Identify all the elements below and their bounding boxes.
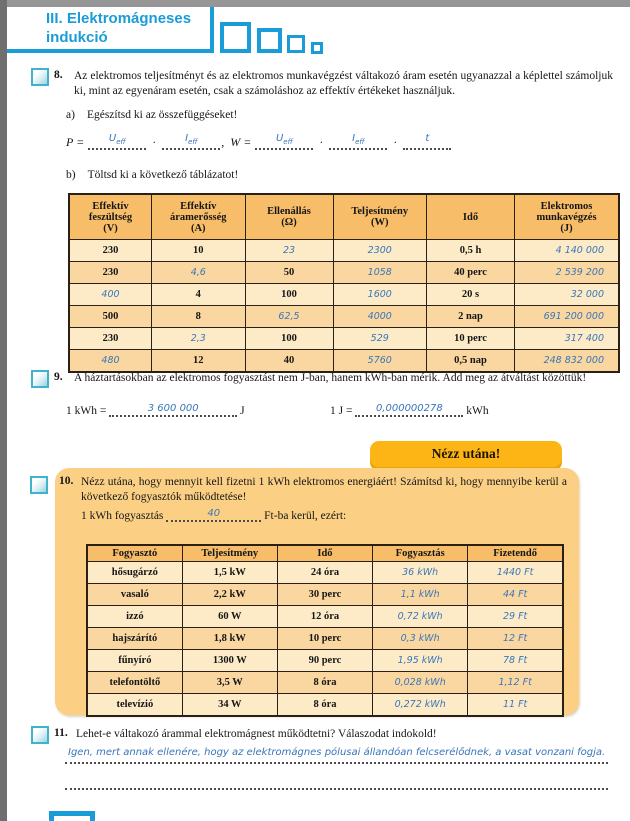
formula-blank-ieff-2: $I_{eff}$ <box>329 133 387 150</box>
printed-cell: fűnyíró <box>87 650 182 672</box>
formula-p-label: P = <box>66 135 85 149</box>
table-row <box>87 694 563 717</box>
handwritten-answer-cell: 32 000 <box>515 284 620 306</box>
formula-blank-ieff-1: $I_{eff}$ <box>162 133 220 150</box>
printed-cell: 10 perc <box>277 628 372 650</box>
handwritten-answer-cell: 480 <box>69 350 152 373</box>
answer-line-1 <box>65 762 608 764</box>
problem-11 <box>31 726 613 744</box>
col-header: Idő <box>277 545 372 562</box>
part-b-text: Töltsd ki a következő táblázatot! <box>87 169 239 181</box>
printed-cell: 1,5 kW <box>182 562 277 584</box>
table-row <box>87 672 563 694</box>
table-row <box>87 628 563 650</box>
printed-cell: 34 W <box>182 694 277 717</box>
price-fill <box>81 508 346 522</box>
handwritten-answer-cell: 2 539 200 <box>515 262 620 284</box>
col-header: Ellenállás (Ω) <box>245 194 333 240</box>
handwritten-answer-cell: 4000 <box>333 306 427 328</box>
dot-operator: · <box>393 135 398 149</box>
formula-w-label: W = <box>230 135 252 149</box>
printed-cell: televízió <box>87 694 182 717</box>
printed-cell: 230 <box>69 328 152 350</box>
printed-cell: 1300 W <box>182 650 277 672</box>
col-header: Teljesítmény (W) <box>333 194 427 240</box>
fill-suffix: Ft-ba kerül, ezért: <box>261 510 347 522</box>
handwritten-answer-cell: 2,3 <box>152 328 246 350</box>
fill-prefix: 1 kWh = <box>66 405 110 417</box>
printed-cell: 8 <box>152 306 246 328</box>
printed-cell: 10 <box>152 240 246 262</box>
col-header: Fogyasztás <box>373 545 468 562</box>
fill-prefix: 1 J = <box>330 405 356 417</box>
col-header: Effektív feszültség (V) <box>69 194 152 240</box>
handwritten-answer-cell: 29 Ft <box>468 606 563 628</box>
handwritten-answer-cell: 1058 <box>333 262 427 284</box>
task-checkbox-8[interactable] <box>31 68 49 86</box>
power-work-table <box>68 193 620 373</box>
problem-8-number: 8. <box>54 69 63 81</box>
printed-cell: 40 perc <box>427 262 515 284</box>
part-a-line <box>66 109 237 121</box>
kwh-to-j-blank: 3 600 000 <box>109 403 237 417</box>
handwritten-answer-cell: 1,1 kWh <box>373 584 468 606</box>
handwritten-answer-cell: 5760 <box>333 350 427 373</box>
printed-cell: 500 <box>69 306 152 328</box>
handwritten-answer-cell: 4 140 000 <box>515 240 620 262</box>
header-row <box>87 545 563 562</box>
printed-cell: 10 perc <box>427 328 515 350</box>
price-blank: 40 <box>166 508 261 522</box>
printed-cell: 230 <box>69 262 152 284</box>
printed-cell: 30 perc <box>277 584 372 606</box>
table-row <box>87 562 563 584</box>
printed-cell: 4 <box>152 284 246 306</box>
handwritten-answer-cell: 248 832 000 <box>515 350 620 373</box>
table-row <box>69 328 619 350</box>
printed-cell: 2,2 kW <box>182 584 277 606</box>
task-checkbox-10[interactable] <box>30 476 48 494</box>
table-row <box>87 584 563 606</box>
handwritten-answer-cell: 12 Ft <box>468 628 563 650</box>
col-header: Teljesítmény <box>182 545 277 562</box>
table-row <box>69 262 619 284</box>
problem-11-number: 11. <box>54 727 68 739</box>
dot-operator: · <box>152 135 157 149</box>
handwritten-answer-cell: 23 <box>245 240 333 262</box>
printed-cell: 2 nap <box>427 306 515 328</box>
header-rule-horizontal <box>7 49 214 53</box>
col-header: Effektív áramerősség (A) <box>152 194 246 240</box>
col-header: Elektromos munkavégzés (J) <box>515 194 620 240</box>
consumption-table <box>86 544 564 717</box>
table-row <box>87 606 563 628</box>
printed-cell: 230 <box>69 240 152 262</box>
handwritten-answer-cell: 0,272 kWh <box>373 694 468 717</box>
consumption-table-wrap <box>86 544 564 717</box>
part-a-text: Egészítsd ki az összefüggéseket! <box>86 109 238 121</box>
handwritten-answer-cell: 44 Ft <box>468 584 563 606</box>
handwritten-answer-cell: 4,6 <box>152 262 246 284</box>
fill-prefix: 1 kWh fogyasztás <box>81 510 167 522</box>
task-checkbox-11[interactable] <box>31 726 49 744</box>
header-row <box>69 194 619 240</box>
handwritten-answer-cell: 0,3 kWh <box>373 628 468 650</box>
scan-edge-top <box>0 0 630 7</box>
printed-cell: 24 óra <box>277 562 372 584</box>
part-b-label: b) <box>66 169 76 181</box>
deco-square-1 <box>220 22 251 53</box>
formula-row <box>66 133 451 150</box>
part-b-line <box>66 169 238 181</box>
printed-cell: 100 <box>245 328 333 350</box>
handwritten-answer-cell: 11 Ft <box>468 694 563 717</box>
formula-blank-t: t <box>403 133 451 150</box>
problem-11-answer: Igen, mert annak ellenére, hogy az elektromágnes pólusai állandóan felcserélődnek, a vasat vonzani fogja. <box>68 747 606 758</box>
look-it-up-badge <box>370 441 562 467</box>
fill-unit: J <box>237 405 245 417</box>
deco-square-2 <box>257 28 282 53</box>
handwritten-answer-cell: 691 200 000 <box>515 306 620 328</box>
badge-label: Nézz utána! <box>431 446 501 461</box>
printed-cell: 50 <box>245 262 333 284</box>
printed-cell: telefontöltő <box>87 672 182 694</box>
col-header: Fizetendő <box>468 545 563 562</box>
printed-cell: 12 <box>152 350 246 373</box>
handwritten-answer-cell: 317 400 <box>515 328 620 350</box>
deco-square-3 <box>287 35 305 53</box>
col-header: Fogyasztó <box>87 545 182 562</box>
handwritten-answer-cell: 1600 <box>333 284 427 306</box>
printed-cell: izzó <box>87 606 182 628</box>
next-section-box-partial <box>49 811 95 821</box>
handwritten-answer-cell: 1,12 Ft <box>468 672 563 694</box>
table-row <box>69 240 619 262</box>
col-header: Idő <box>427 194 515 240</box>
scan-edge-left <box>0 0 7 821</box>
dot-operator: · <box>319 135 324 149</box>
printed-cell: 0,5 nap <box>427 350 515 373</box>
printed-cell: 3,5 W <box>182 672 277 694</box>
problem-10-text: Nézz utána, hogy mennyit kell fizetni 1 kWh elektromos energiáért! Számítsd ki, hogy mennyibe kerül a következő fogyasztók működtetése! <box>81 476 567 503</box>
printed-cell: 12 óra <box>277 606 372 628</box>
handwritten-answer-cell: 529 <box>333 328 427 350</box>
formula-blank-ueff-1: $U_{eff}$ <box>88 133 146 150</box>
problem-9-text: A háztartásokban az elektromos fogyasztást nem J-ban, hanem kWh-ban mérik. Add meg az átváltást közöttük! <box>74 372 587 384</box>
printed-cell: 90 perc <box>277 650 372 672</box>
handwritten-answer-cell: 2300 <box>333 240 427 262</box>
formula-blank-ueff-2: $U_{eff}$ <box>255 133 313 150</box>
printed-cell: vasaló <box>87 584 182 606</box>
handwritten-answer-cell: 400 <box>69 284 152 306</box>
printed-cell: 8 óra <box>277 694 372 717</box>
printed-cell: hősugárzó <box>87 562 182 584</box>
problem-10 <box>59 474 567 505</box>
comma: , <box>221 135 225 149</box>
fill-unit: kWh <box>463 405 489 417</box>
deco-square-4 <box>311 42 323 54</box>
handwritten-answer-cell: 0,72 kWh <box>373 606 468 628</box>
part-a-label: a) <box>66 109 75 121</box>
table-row <box>69 306 619 328</box>
problem-10-number: 10. <box>59 475 74 487</box>
table-row <box>69 284 619 306</box>
chapter-title-line2: indukció <box>46 29 108 46</box>
printed-cell: 8 óra <box>277 672 372 694</box>
chapter-title <box>46 9 216 47</box>
header-rule-vertical <box>210 7 214 53</box>
task-checkbox-9[interactable] <box>31 370 49 388</box>
printed-cell: 1,8 kW <box>182 628 277 650</box>
printed-cell: 40 <box>245 350 333 373</box>
answer-line-2 <box>65 788 608 790</box>
problem-11-text: Lehet-e váltakozó árammal elektromágnest működtetni? Válaszodat indokold! <box>76 728 437 740</box>
table-row <box>69 350 619 373</box>
power-work-table-wrap <box>68 193 620 373</box>
chapter-title-line1: III. Elektromágneses <box>46 10 192 27</box>
handwritten-answer-cell: 1,95 kWh <box>373 650 468 672</box>
handwritten-answer-cell: 1440 Ft <box>468 562 563 584</box>
problem-9 <box>31 370 613 388</box>
printed-cell: 0,5 h <box>427 240 515 262</box>
printed-cell: 60 W <box>182 606 277 628</box>
printed-cell: 20 s <box>427 284 515 306</box>
handwritten-answer-cell: 62,5 <box>245 306 333 328</box>
printed-cell: hajszárító <box>87 628 182 650</box>
j-to-kwh-blank: 0,000000278 <box>355 403 463 417</box>
handwritten-answer-cell: 78 Ft <box>468 650 563 672</box>
table-row <box>87 650 563 672</box>
handwritten-answer-cell: 36 kWh <box>373 562 468 584</box>
handwritten-answer-cell: 0,028 kWh <box>373 672 468 694</box>
kwh-to-j-fill <box>66 403 245 417</box>
j-to-kwh-fill <box>330 403 489 417</box>
problem-9-number: 9. <box>54 371 63 383</box>
problem-8-text: Az elektromos teljesítményt és az elektromos munkavégzést váltakozó áram esetén ugyanazzal a képlettel számoljuk ki, mint az egyenáram esetén, csak a számoláshoz az effektív értékeket használjuk. <box>74 70 613 97</box>
printed-cell: 100 <box>245 284 333 306</box>
problem-8 <box>31 68 613 99</box>
